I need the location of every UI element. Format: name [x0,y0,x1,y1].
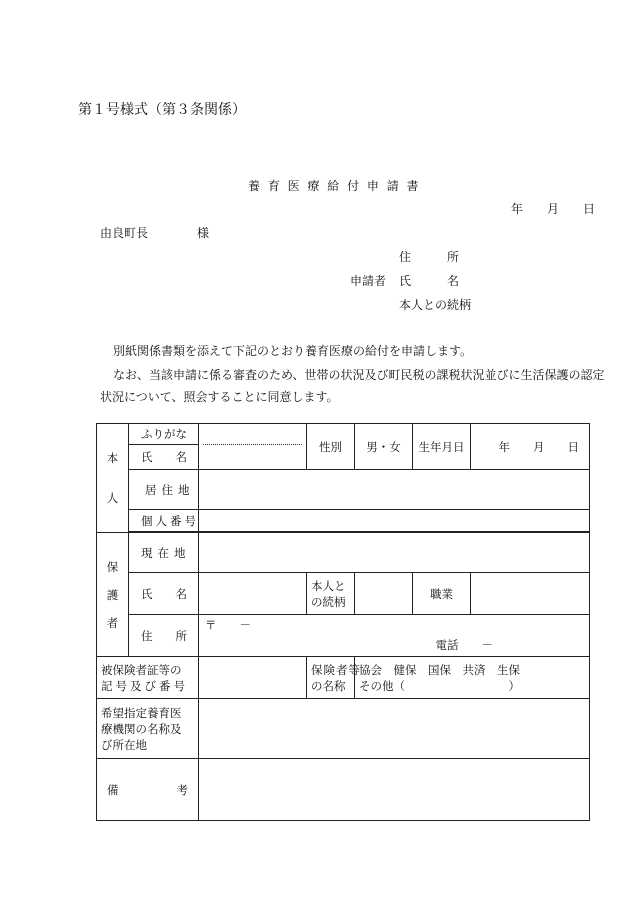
addressee: 由良町長 [100,226,149,240]
application-date: 年 月 日 [511,202,596,216]
current-residence-field[interactable] [199,533,590,573]
body-paragraph-2-cont: 状況について、照会することに同意します。 [100,390,339,404]
applicant-name-label: 氏 名 [399,274,460,288]
relation-label: 本人と の続柄 [307,573,355,615]
furigana-name-field[interactable] [199,424,307,470]
hospital-label: 希望指定養育医 療機関の名称及 び所在地 [97,699,199,759]
birth-date-field[interactable]: 年 月 日 [471,424,590,470]
remarks-label: 備 考 [97,759,199,821]
applicant-relation-label: 本人との続柄 [399,298,472,312]
postal-code: 〒 － [205,618,251,632]
current-residence-label: 現在地 [129,533,199,573]
applicant-prefix: 申請者 [350,274,387,288]
application-form-table [96,423,590,821]
phone: 電話 － [435,638,493,652]
sex-options[interactable]: 男・女 [355,424,413,470]
hospital-field[interactable] [199,699,590,759]
guardian-name-field[interactable] [199,573,307,615]
residence-field[interactable] [199,470,590,510]
form-title: 養 育 医 療 給 付 申 請 書 [248,179,421,193]
insured-id-label: 被保険者証等の 記号及び番号 [97,657,199,699]
guardian-address-label: 住 所 [129,615,199,657]
insurer-label: 保険者等 の名称 [307,657,355,699]
honnin-section-label: 本 人 [97,424,129,533]
remarks-field[interactable] [199,759,590,821]
birth-date-label: 生年月日 [413,424,471,470]
furigana-name-labels: ふりがな 氏 名 [129,424,199,470]
body-paragraph-2: なお、当該申請に係る審査のため、世帯の状況及び町民税の課税状況並びに生活保護の認定 [113,368,605,382]
insured-id-field[interactable] [199,657,307,699]
personal-number-field[interactable] [199,510,590,532]
guardian-address-field[interactable] [199,615,590,657]
guardian-section-label: 保 護 者 [97,533,129,657]
occupation-field[interactable] [471,573,590,615]
addressee-suffix: 様 [197,226,210,240]
relation-field[interactable] [355,573,413,615]
guardian-name-label: 氏 名 [129,573,199,615]
form-number: 第１号様式（第３条関係） [78,102,246,118]
personal-number-label: 個人番号 [129,510,199,532]
body-paragraph-1: 別紙関係書類を添えて下記のとおり養育医療の給付を申請します。 [113,344,473,358]
occupation-label: 職業 [413,573,471,615]
insurer-options[interactable]: 協会 健保 国保 共済 生保 その他（ ） [355,657,590,699]
residence-label: 居住地 [129,470,199,510]
applicant-address-label: 住 所 [399,250,460,264]
sex-label: 性別 [307,424,355,470]
